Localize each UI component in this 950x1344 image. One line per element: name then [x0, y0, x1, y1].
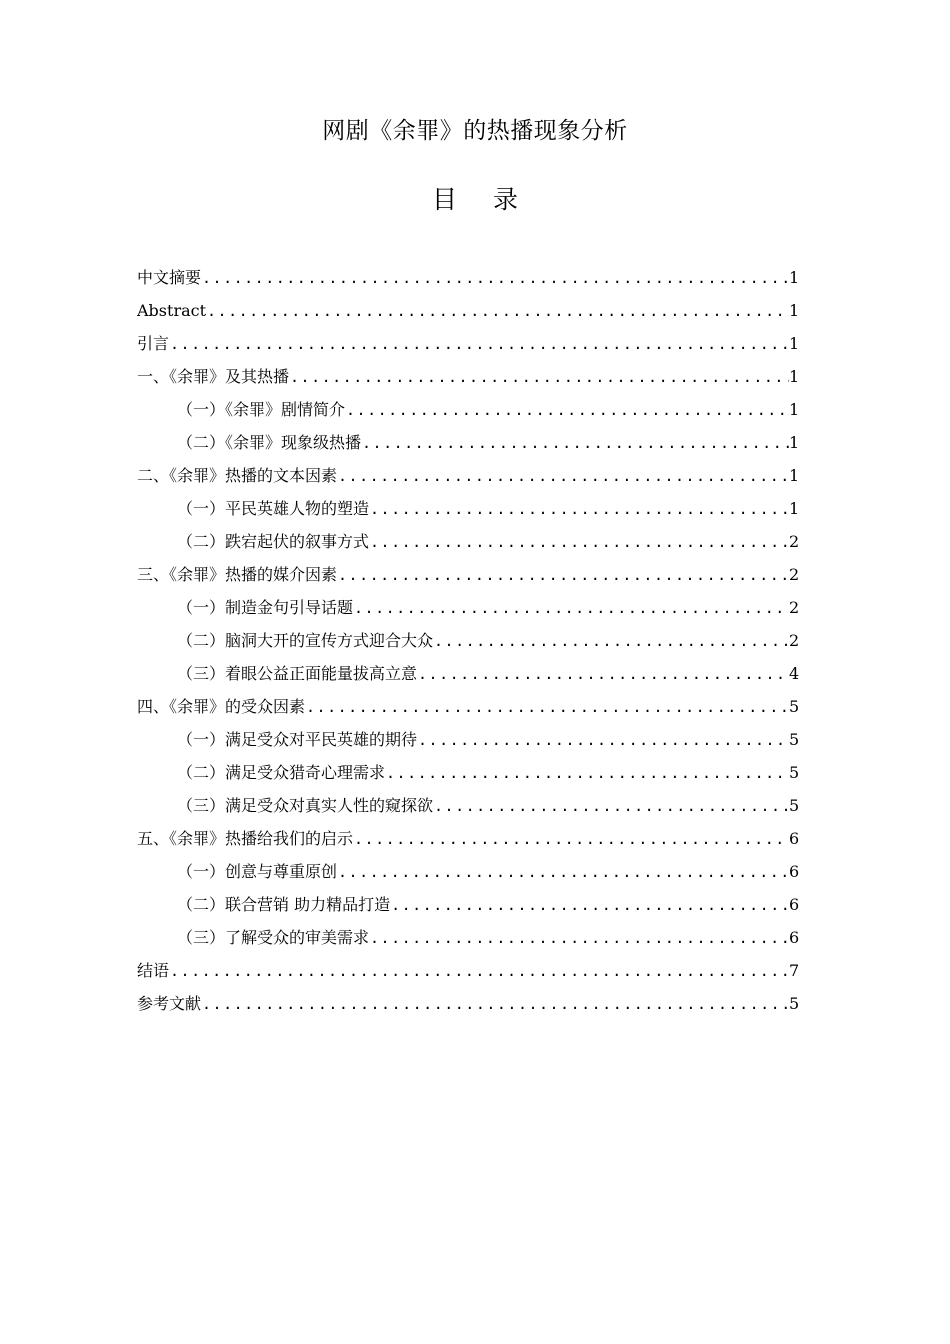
toc-leader-dots [417, 658, 789, 690]
toc-entry[interactable] [137, 690, 799, 723]
toc-entry-page: 1 [789, 433, 799, 452]
toc-entry[interactable] [137, 393, 799, 426]
toc-entry[interactable] [137, 723, 799, 756]
toc-entry-label: 四、《余罪》的受众因素 [137, 697, 306, 716]
toc-entry-page: 6 [789, 895, 799, 914]
toc-entry-label: （三）满足受众对真实人性的窥探欲 [177, 796, 434, 815]
toc-entry-page: 4 [789, 664, 799, 683]
toc-leader-dots [345, 394, 789, 426]
toc-entry[interactable] [137, 426, 799, 459]
toc-leader-dots [337, 559, 789, 591]
toc-entry[interactable] [137, 888, 799, 921]
toc-entry-label: 结语 [137, 961, 170, 980]
toc-entry[interactable] [137, 591, 799, 624]
toc-entry-page: 5 [789, 994, 799, 1013]
toc-entry-label: 参考文献 [137, 994, 202, 1013]
toc-entry-page: 7 [789, 961, 799, 980]
toc-heading: 目 录 [432, 185, 532, 214]
toc-entry-page: 1 [789, 334, 799, 353]
toc-entry[interactable] [137, 624, 799, 657]
toc-entry-page: 1 [789, 301, 799, 320]
toc-entry-label: （二）《余罪》现象级热播 [177, 433, 362, 452]
toc-leader-dots [206, 295, 789, 327]
toc-entry[interactable] [137, 657, 799, 690]
toc-entry[interactable] [137, 855, 799, 888]
toc-entry-label: （一）创意与尊重原创 [177, 862, 338, 881]
toc-leader-dots [337, 460, 789, 492]
toc-entry-page: 1 [789, 499, 799, 518]
toc-leader-dots [337, 856, 789, 888]
toc-leader-dots [169, 955, 789, 987]
toc-leader-dots [390, 889, 789, 921]
toc-entry-page: 6 [789, 928, 799, 947]
toc-entry-page: 2 [789, 565, 799, 584]
toc-entry[interactable] [137, 789, 799, 822]
toc-entry-label: （三）了解受众的审美需求 [177, 928, 370, 947]
table-of-contents [137, 261, 799, 1020]
toc-entry-label: （一）《余罪》剧情简介 [177, 400, 346, 419]
toc-entry-page: 6 [789, 862, 799, 881]
document-title: 网剧《余罪》的热播现象分析 [322, 118, 628, 144]
toc-entry[interactable] [137, 954, 799, 987]
toc-entry-page: 1 [789, 400, 799, 419]
toc-entry[interactable] [137, 261, 799, 294]
toc-entry[interactable] [137, 294, 799, 327]
toc-entry[interactable] [137, 921, 799, 954]
toc-entry-page: 2 [789, 631, 799, 650]
toc-leader-dots [305, 691, 789, 723]
toc-entry[interactable] [137, 558, 799, 591]
toc-leader-dots [433, 790, 789, 822]
toc-entry-label: 五、《余罪》热播给我们的启示 [137, 829, 354, 848]
toc-entry-page: 2 [789, 598, 799, 617]
toc-leader-dots [385, 757, 789, 789]
toc-entry-label: 二、《余罪》热播的文本因素 [137, 466, 338, 485]
toc-entry-page: 5 [789, 730, 799, 749]
toc-entry-label: 三、《余罪》热播的媒介因素 [137, 565, 338, 584]
toc-entry-page: 1 [789, 466, 799, 485]
toc-entry-page: 5 [789, 697, 799, 716]
toc-entry-label: 一、《余罪》及其热播 [137, 367, 290, 386]
toc-leader-dots [361, 427, 789, 459]
toc-entry-page: 5 [789, 796, 799, 815]
toc-entry[interactable] [137, 459, 799, 492]
toc-leader-dots [201, 262, 789, 294]
toc-leader-dots [201, 988, 789, 1020]
toc-entry[interactable] [137, 822, 799, 855]
toc-entry-label: （二）满足受众猎奇心理需求 [177, 763, 386, 782]
toc-entry-label: Abstract [137, 301, 207, 320]
toc-entry-label: （三）着眼公益正面能量拔高立意 [177, 664, 418, 683]
toc-entry-label: （二）跌宕起伏的叙事方式 [177, 532, 370, 551]
toc-entry-page: 1 [789, 268, 799, 287]
toc-entry-label: 中文摘要 [137, 268, 202, 287]
toc-entry[interactable] [137, 327, 799, 360]
toc-entry-label: 引言 [137, 334, 170, 353]
toc-entry[interactable] [137, 987, 799, 1020]
toc-leader-dots [289, 361, 789, 393]
toc-entry-label: （一）制造金句引导话题 [177, 598, 354, 617]
toc-entry-label: （一）平民英雄人物的塑造 [177, 499, 370, 518]
toc-entry[interactable] [137, 756, 799, 789]
toc-entry-label: （二）脑洞大开的宣传方式迎合大众 [177, 631, 434, 650]
toc-leader-dots [369, 922, 789, 954]
toc-entry-label: （一）满足受众对平民英雄的期待 [177, 730, 418, 749]
toc-leader-dots [433, 625, 789, 657]
toc-entry[interactable] [137, 525, 799, 558]
toc-leader-dots [369, 526, 789, 558]
toc-leader-dots [369, 493, 789, 525]
toc-entry-label: （二）联合营销 助力精品打造 [177, 895, 391, 914]
toc-entry-page: 2 [789, 532, 799, 551]
toc-leader-dots [353, 592, 789, 624]
toc-leader-dots [353, 823, 789, 855]
toc-leader-dots [169, 328, 789, 360]
toc-entry[interactable] [137, 360, 799, 393]
toc-entry-page: 5 [789, 763, 799, 782]
toc-leader-dots [417, 724, 789, 756]
toc-entry-page: 6 [789, 829, 799, 848]
toc-entry[interactable] [137, 492, 799, 525]
toc-entry-page: 1 [789, 367, 799, 386]
